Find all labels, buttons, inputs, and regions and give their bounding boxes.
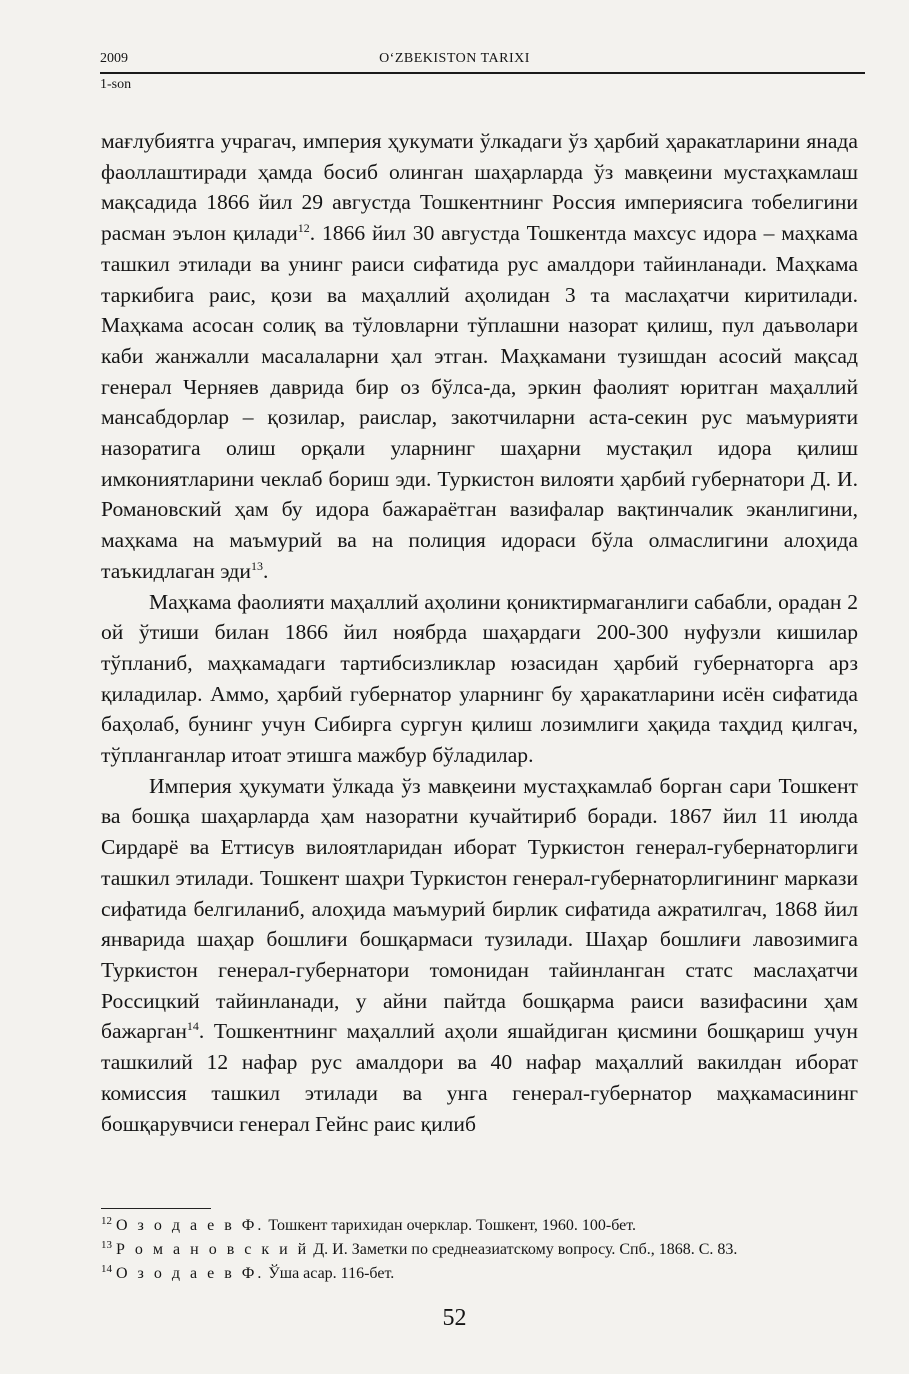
body-text [101, 126, 858, 1139]
footnote-text: Ўша асар. 116-бет. [268, 1265, 395, 1282]
footnote-author: Р о м а н о в с к и й [116, 1241, 310, 1258]
footnote-number: 13 [101, 1239, 112, 1251]
footnote-12 [101, 1214, 859, 1238]
paragraph-text: . Тошкентнинг маҳаллий аҳоли яшайдиган қисмини бошқариш учун ташкилий 12 нафар рус амалдори ва 40 нафар маҳаллий вакилдан иборат комиссия ташкил этилади ва унга генерал-губернатор маҳкамасининг бошқарувчиси генерал Гейнс раис қилиб [101, 1019, 858, 1136]
footnote-number: 12 [101, 1215, 112, 1227]
header-issue: 1-son [100, 77, 132, 92]
paragraph-text: . 1866 йил 30 августда Тошкентда махсус идора – маҳкама ташкил этилади ва унинг раиси сифатида рус амалдори тайинланади. Маҳкама таркибига раис, қози ва маҳаллий аҳолидан 3 та маслаҳатчи киритилади. Маҳкама асосан солиқ ва тўловларни тўплашни назорат қилиш, пул даъволари каби жанжалли масалаларни ҳал этган. Маҳкамани тузишдан асосий мақсад генерал Черняев даврида бир оз бўлса-да, эркин фаолият юритган маҳаллий мансабдорлар – қозилар, раислар, закотчиларни аста-секин рус маъмурияти назоратига олиш орқали уларнинг шаҳарни мустақил идора қилиш имкониятларини чеклаб бориш эди. Туркистон вилояти ҳарбий губернатори Д. И. Романовский ҳам бу идора бажараётган вазифалар вақтинчалик эканлигини, маҳкама на маъмурий ва на полиция идораси бўла олмаслигини алоҳида таъкидлаган эди [101, 221, 858, 583]
footnote-author: О з о д а е в Ф. [116, 1265, 265, 1282]
footnote-author: О з о д а е в Ф. [116, 1217, 265, 1234]
footnote-number: 14 [101, 1263, 112, 1275]
footnote-13 [101, 1238, 859, 1262]
footnote-text: Тошкент тарихидан очерклар. Тошкент, 1960. 100-бет. [268, 1217, 637, 1234]
footnote-rule [101, 1208, 211, 1209]
paragraph-3 [101, 771, 858, 1139]
footnote-ref: 12 [297, 221, 310, 236]
paragraph-text: . [262, 558, 269, 583]
page-number: 52 [442, 1305, 467, 1331]
header-year: 2009 [100, 51, 128, 66]
header-journal-title: O‘ZBEKISTON TARIXI [379, 51, 530, 66]
paragraph-2 [101, 587, 858, 771]
footnote-ref: 14 [186, 1019, 199, 1034]
paragraph-text: Маҳкама фаолияти маҳаллий аҳолини қониктирмаганлиги сабабли, орадан 2 ой ўтиши билан 1866 йил ноябрда шаҳардаги 200-300 нуфузли кишилар тўпланиб, маҳкамадаги тартибсизликлар юзасидан ҳарбий губернаторга арз қиладилар. Аммо, ҳарбий губернатор уларнинг бу ҳаракатларини исён сифатида баҳолаб, бунинг учун Сибирга сургун қилиш лозимлиги ҳақида таҳдид қилгач, тўпланганлар итоат этишга мажбур бўладилар. [101, 589, 858, 768]
footnotes [101, 1214, 859, 1286]
paragraph-text: мағлубиятга учрагач, империя ҳукумати ўлкадаги ўз ҳарбий ҳаракатларини янада фаоллаштиради ҳамда босиб олинган шаҳарларда ўз мавқеини мустаҳкамлаш мақсадида 1866 йил 29 августда Тошкентнинг Россия империясига тобелигини расман эълон қилади [101, 129, 858, 246]
footnote-text: Д. И. Заметки по среднеазиатскому вопросу. Спб., 1868. С. 83. [313, 1241, 738, 1258]
header-rule [100, 72, 865, 74]
paragraph-text: Империя ҳукумати ўлкада ўз мавқеини мустаҳкамлаб борган сари Тошкент ва бошқа шаҳарларда ҳам назоратни кучайтириб боради. 1867 йил 11 июлда Сирдарё ва Еттисув вилоятларидан иборат Туркистон генерал-губернаторлиги ташкил этилади. Тошкент шаҳри Туркистон генерал-губернаторлигининг маркази сифатида белгиланиб, алоҳида маъмурий бирлик сифатида ажратилгач, 1868 йил январида шаҳар бошлиғи бошқармаси тузилади. Шаҳар бошлиғи лавозимига Туркистон генерал-губернатори томонидан тайинланган статс маслаҳатчи Россицкий тайинланади, у айни пайтда бошқарма раиси вазифасини ҳам бажарган [101, 773, 858, 1044]
paragraph-1 [101, 126, 858, 587]
footnote-14 [101, 1262, 859, 1286]
footnote-ref: 13 [250, 558, 263, 573]
